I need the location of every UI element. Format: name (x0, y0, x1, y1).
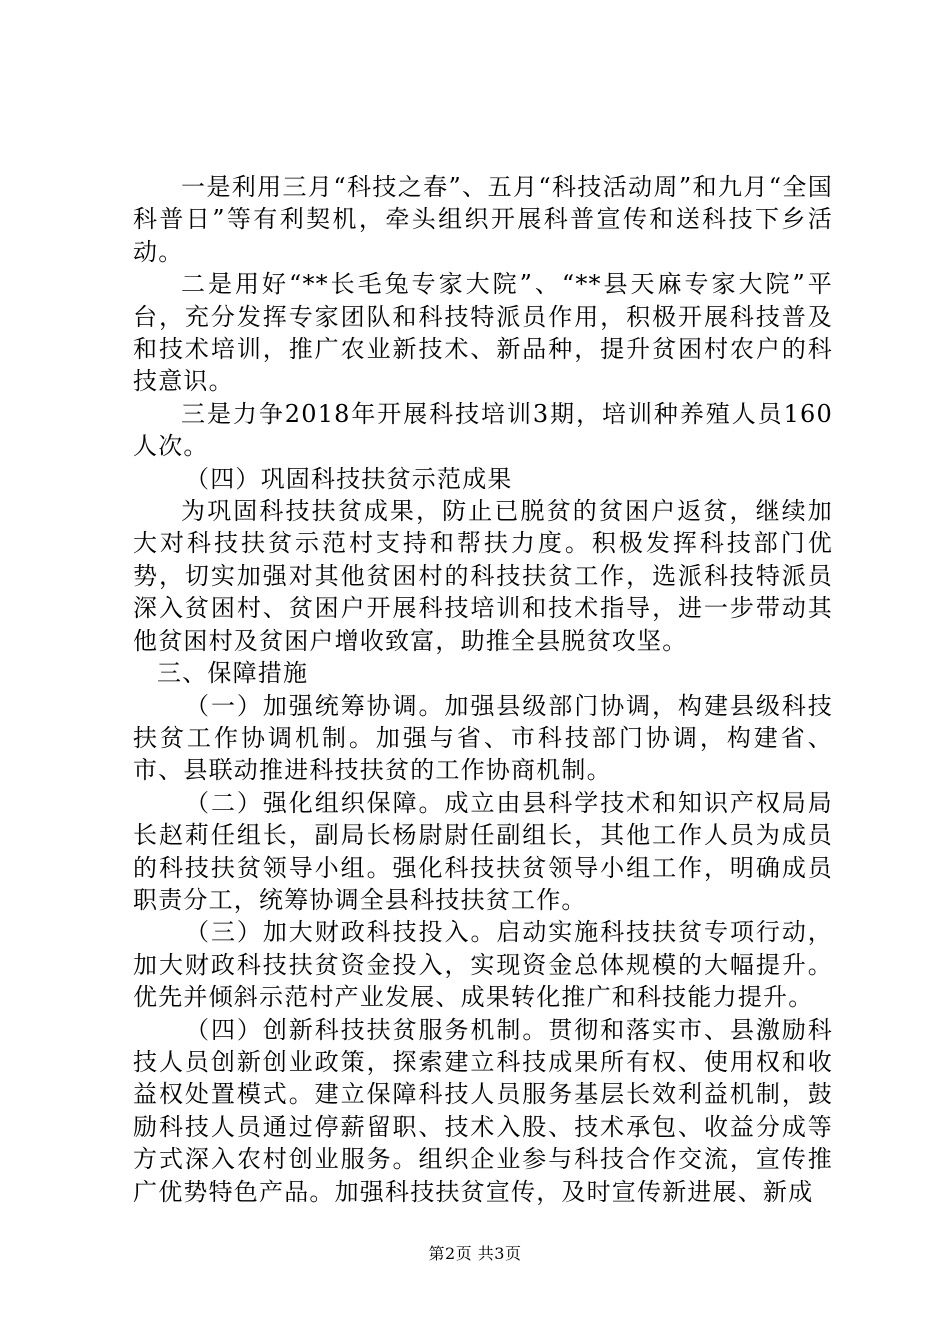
page-number-footer: 第2页 共3页 (428, 1244, 522, 1263)
paragraph-measure-2: 二是用好“**长毛兔专家大院”、“**县天麻专家大院”平台，充分发挥专家团队和科技特派员作用，积极开展科技普及和技术培训，推广农业新技术、新品种，提升贫困村农户的科技意识。 (133, 270, 833, 396)
paragraph-measure-3: 三是力争2018年开展科技培训3期，培训种养殖人员160人次。 (133, 399, 833, 461)
paragraph-safeguard-3: （三）加大财政科技投入。启动实施科技扶贫专项行动，加大财政科技扶贫资金投入，实现资金总体规模的大幅提升。优先并倾斜示范村产业发展、成果转化推广和科技能力提升。 (133, 918, 833, 1012)
paragraph-consolidate: 为巩固科技扶贫成果，防止已脱贫的贫困户返贫，继续加大对科技扶贫示范村支持和帮扶力度。积极发挥科技部门优势，切实加强对其他贫困村的科技扶贫工作，选派科技特派员深入贫困村、贫困户开展科技培训和技术指导，进一步带动其他贫困村及贫困户增收致富，助推全县脱贫攻坚。 (133, 497, 833, 655)
section-heading-safeguards: 三、保障措施 (157, 659, 309, 688)
paragraph-safeguard-2: （二）强化组织保障。成立由县科学技术和知识产权局局长赵莉任组长，副局长杨尉尉任副组长，其他工作人员为成员的科技扶贫领导小组。强化科技扶贫领导小组工作，明确成员职责分工，统筹协调全县科技扶贫工作。 (133, 788, 833, 914)
paragraph-safeguard-1: （一）加强统筹协调。加强县级部门协调，构建县级科技扶贫工作协调机制。加强与省、市科技部门协调，构建省、市、县联动推进科技扶贫的工作协商机制。 (133, 691, 833, 785)
document-body (133, 171, 833, 1208)
paragraph-measure-1: 一是利用三月“科技之春”、五月“科技活动周”和九月“全国科普日”等有利契机，牵头组织开展科普宣传和送科技下乡活动。 (133, 173, 833, 266)
subsection-heading: （四）巩固科技扶贫示范成果 (185, 464, 513, 493)
paragraph-safeguard-4: （四）创新科技扶贫服务机制。贯彻和落实市、县激励科技人员创新创业政策，探索建立科技成果所有权、使用权和收益权处置模式。建立保障科技人员服务基层长效利益机制，鼓励科技人员通过停薪留职、技术入股、技术承包、收益分成等方式深入农村创业服务。组织企业参与科技合作交流，宣传推广优势特色产品。加强科技扶贫宣传，及时宣传新进展、新成 (133, 1015, 833, 1206)
